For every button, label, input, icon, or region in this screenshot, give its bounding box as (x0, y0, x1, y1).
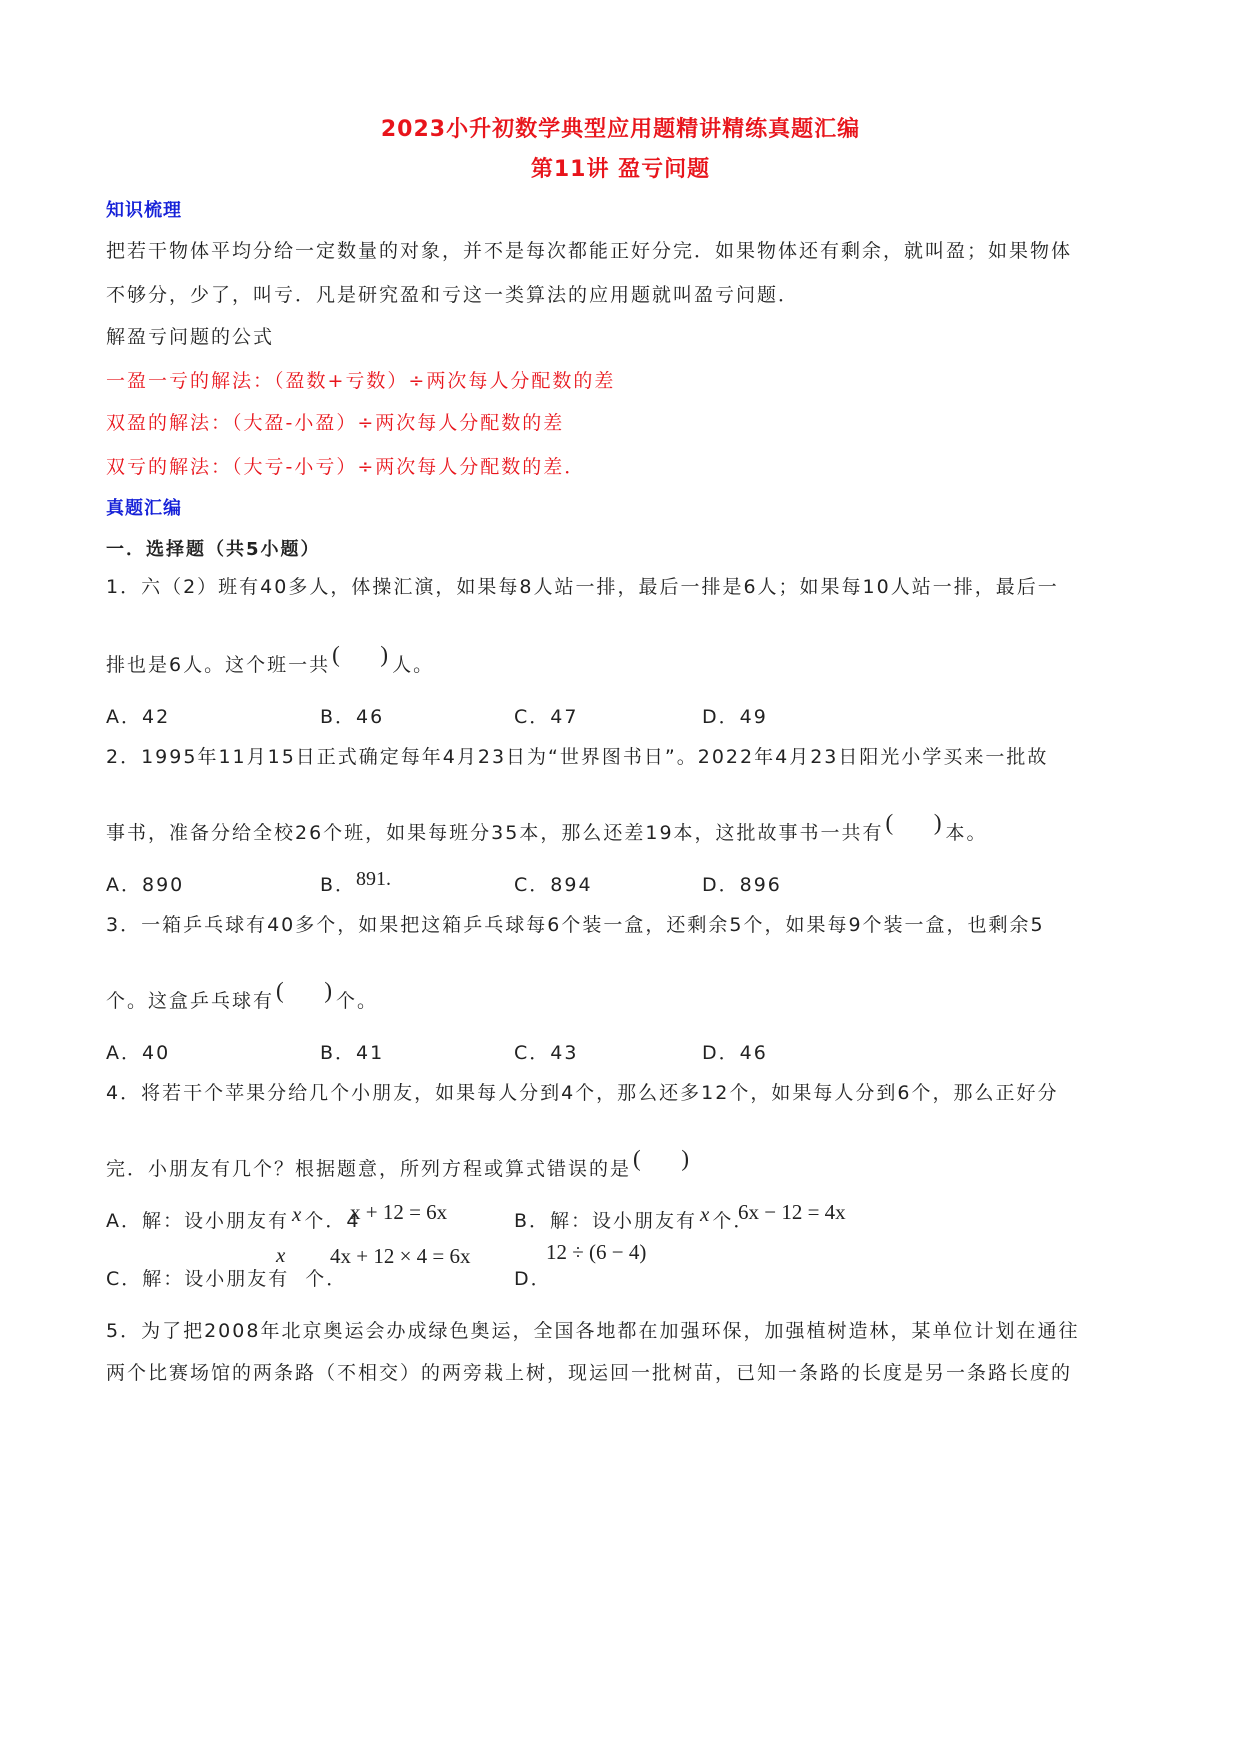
q4-option-d[interactable]: D． (514, 1268, 552, 1290)
q4-option-c-text: C．解：设小朋友有 (106, 1268, 290, 1290)
q2-option-b-value: 891. (356, 868, 392, 890)
q1-stem-text: 排也是6人。这个班一共 (106, 654, 331, 676)
q3-answer-blank: ( ) (276, 978, 335, 1003)
q4-option-b-var: x (700, 1202, 710, 1226)
q4-option-b-text2: 个． (712, 1210, 755, 1232)
q5-line-1: 5．为了把2008年北京奥运会办成绿色奥运，全国各地都在加强环保，加强植树造林，某单位计划在通往 (106, 1320, 1080, 1342)
q4-option-c-var: x (276, 1243, 286, 1267)
q4-option-b-equation: 6x − 12 = 4x (738, 1200, 846, 1224)
q2-line-2 (106, 810, 988, 845)
q1-option-a[interactable]: A．42 (106, 706, 171, 728)
q1-answer-blank: ( ) (332, 642, 391, 667)
q2-stem-tail: 本。 (945, 822, 988, 844)
q2-stem-text: 事书，准备分给全校26个班，如果每班分35本，那么还差19本，这批故事书一共有 (106, 822, 884, 844)
q4-option-c[interactable] (106, 1264, 347, 1291)
q3-line-1: 3．一箱乒乓球有40多个，如果把这箱乒乓球每6个装一盒，还剩余5个，如果每9个装一盒，也剩余5 (106, 914, 1045, 936)
q4-option-a-text: A．解：设小朋友有 (106, 1210, 289, 1232)
knowledge-heading: 知识梳理 (106, 200, 182, 221)
q1-option-c[interactable]: C．47 (514, 706, 579, 728)
exam-heading: 真题汇编 (106, 498, 182, 519)
q4-option-b-text: B．解：设小朋友有 (514, 1210, 698, 1232)
q3-line-2 (106, 978, 379, 1013)
formula-surplus-deficit: 一盈一亏的解法：（盈数+亏数）÷两次每人分配数的差 (106, 370, 616, 392)
q2-option-d[interactable]: D．896 (702, 874, 782, 896)
q3-stem-tail: 个。 (336, 990, 379, 1012)
knowledge-line-1: 把若干物体平均分给一定数量的对象，并不是每次都能正好分完．如果物体还有剩余，就叫盈；如果物体 (106, 240, 1073, 262)
document-title: 2023小升初数学典型应用题精讲精练真题汇编 (380, 117, 861, 142)
q4-option-d-expression: 12 ÷ (6 − 4) (546, 1240, 647, 1264)
q4-option-a-var: x (292, 1202, 302, 1226)
q4-line-2 (106, 1146, 693, 1181)
q4-option-c-equation: 4x + 12 × 4 = 6x (330, 1244, 471, 1268)
formula-intro: 解盈亏问题的公式 (106, 326, 275, 348)
q2-option-b-letter: B． (320, 874, 357, 896)
q3-option-b[interactable]: B．41 (320, 1042, 385, 1064)
q2-option-b[interactable] (320, 870, 391, 897)
section-title: 一．选择题（共5小题） (106, 539, 321, 560)
q4-option-b[interactable] (514, 1202, 755, 1233)
q1-option-b[interactable]: B．46 (320, 706, 385, 728)
q1-line-1: 1．六（2）班有40多人，体操汇演，如果每8人站一排，最后一排是6人；如果每10人站一排，最后一 (106, 576, 1059, 598)
q4-option-c-text2: 个． (305, 1268, 348, 1290)
q2-option-c[interactable]: C．894 (514, 874, 593, 896)
q2-answer-blank: ( ) (885, 810, 944, 835)
q4-stem-text: 完．小朋友有几个？根据题意，所列方程或算式错误的是 (106, 1158, 632, 1180)
q1-option-d[interactable]: D．49 (702, 706, 768, 728)
formula-double-deficit: 双亏的解法：（大亏-小亏）÷两次每人分配数的差． (106, 456, 586, 478)
formula-double-surplus: 双盈的解法：（大盈-小盈）÷两次每人分配数的差 (106, 412, 565, 434)
q3-option-c[interactable]: C．43 (514, 1042, 579, 1064)
q5-line-2: 两个比赛场馆的两条路（不相交）的两旁栽上树，现运回一批树苗，已知一条路的长度是另一条路长度的 (106, 1362, 1073, 1384)
q4-option-a-text2: 个．4 (304, 1210, 361, 1232)
q2-line-1: 2．1995年11月15日正式确定每年4月23日为“世界图书日”。2022年4月23日阳光小学买来一批故 (106, 746, 1049, 768)
q3-option-a[interactable]: A．40 (106, 1042, 171, 1064)
q3-option-d[interactable]: D．46 (702, 1042, 768, 1064)
q4-option-a-equation: x + 12 = 6x (350, 1200, 448, 1224)
q2-option-a[interactable]: A．890 (106, 874, 185, 896)
q3-stem-text: 个。这盒乒乓球有 (106, 990, 275, 1012)
knowledge-line-2: 不够分，少了，叫亏．凡是研究盈和亏这一类算法的应用题就叫盈亏问题． (106, 284, 800, 306)
q1-stem-tail: 人。 (392, 654, 435, 676)
q4-line-1: 4．将若干个苹果分给几个小朋友，如果每人分到4个，那么还多12个，如果每人分到6个，那么正好分 (106, 1082, 1059, 1104)
q4-answer-blank: ( ) (633, 1146, 692, 1171)
lecture-subtitle: 第11讲 盈亏问题 (530, 157, 711, 182)
q4-option-a[interactable] (106, 1202, 361, 1233)
q1-line-2 (106, 642, 435, 677)
